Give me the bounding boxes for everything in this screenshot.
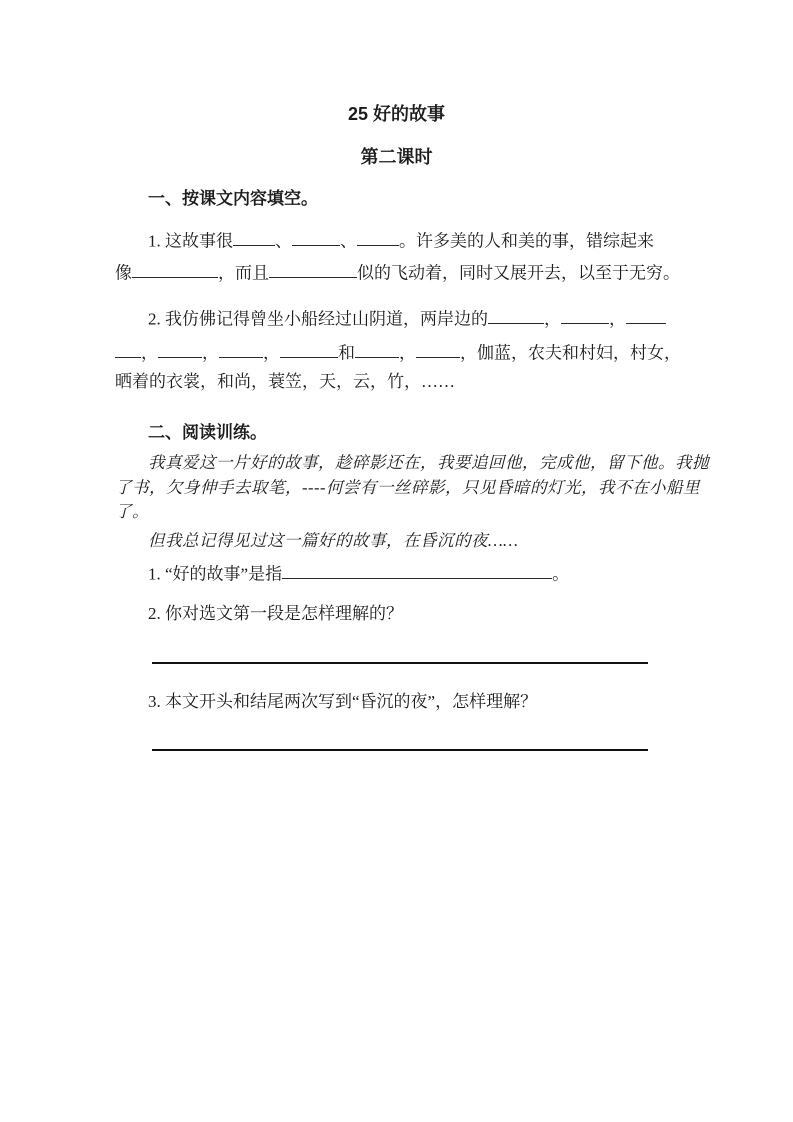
section-one-heading: 一、按课文内容填空。: [148, 189, 318, 208]
text-segment: ，伽蓝，农夫和村妇，村女，: [460, 343, 681, 363]
text-segment: 1. “好的故事”是指: [148, 564, 283, 584]
fill-in-blank: [132, 263, 218, 278]
answer-line-question-3: [152, 749, 648, 751]
fill-item-2-line-1: [148, 309, 666, 329]
fill-in-blank: [292, 231, 340, 246]
text-segment: 似的飞动着，同时又展开去，以至于无穷。: [357, 263, 680, 283]
fill-in-blank: [561, 309, 609, 324]
lesson-subtitle: 第二课时: [360, 147, 433, 167]
passage-paragraph-1-line-1: 我真爱这一片好的故事，趁碎影还在，我要追回他，完成他，留下他。我抛: [148, 453, 709, 472]
fill-in-blank: [626, 309, 666, 324]
fill-in-blank: [115, 343, 141, 358]
text-segment: 。许多美的人和美的事，错综起来: [399, 231, 654, 251]
fill-in-blank: [416, 343, 460, 358]
fill-in-blank: [219, 343, 263, 358]
fill-in-blank: [280, 343, 338, 358]
answer-line-question-2: [152, 662, 648, 664]
text-segment: ，: [399, 343, 416, 363]
fill-in-blank: [355, 343, 399, 358]
fill-item-1-line-2: [115, 263, 680, 283]
fill-in-blank: [488, 309, 544, 324]
passage-paragraph-1-line-3: 了。: [115, 502, 149, 521]
section-two-heading: 二、阅读训练。: [148, 423, 267, 442]
fill-item-2-line-2: [115, 343, 681, 363]
question-1: [148, 564, 569, 584]
text-segment: 像: [115, 263, 132, 283]
question-3: 3. 本文开头和结尾两次写到“昏沉的夜”，怎样理解？: [148, 692, 538, 711]
text-segment: ，: [263, 343, 280, 363]
text-segment: ，: [141, 343, 158, 363]
text-segment: 、: [275, 231, 292, 251]
fill-in-blank: [269, 263, 357, 278]
text-segment: 1. 这故事很: [148, 231, 233, 251]
fill-in-blank: [233, 231, 275, 246]
fill-item-2-line-3: [115, 372, 455, 392]
text-segment: ，: [609, 309, 626, 329]
text-segment: 晒着的衣裳，和尚，蓑笠，天，云，竹，……: [115, 372, 455, 391]
text-segment: 。: [552, 564, 570, 584]
fill-in-blank: [282, 564, 552, 579]
fill-in-blank: [357, 231, 399, 246]
fill-in-blank: [158, 343, 202, 358]
lesson-title: 25 好的故事: [347, 104, 446, 124]
text-segment: 和: [338, 343, 355, 363]
question-2: 2. 你对选文第一段是怎样理解的？: [148, 604, 403, 623]
passage-paragraph-2: 但我总记得见过这一篇好的故事，在昏沉的夜……: [148, 531, 519, 550]
text-segment: 2. 我仿佛记得曾坐小船经过山阴道，两岸边的: [148, 309, 488, 329]
passage-paragraph-1-line-2: 了书，欠身伸手去取笔，----何尝有一丝碎影，只见昏暗的灯光，我不在小船里: [115, 478, 700, 497]
text-segment: ，: [202, 343, 219, 363]
fill-item-1-line-1: [148, 231, 654, 251]
text-segment: 、: [340, 231, 357, 251]
text-segment: ，: [544, 309, 561, 329]
text-segment: ，而且: [218, 263, 269, 283]
